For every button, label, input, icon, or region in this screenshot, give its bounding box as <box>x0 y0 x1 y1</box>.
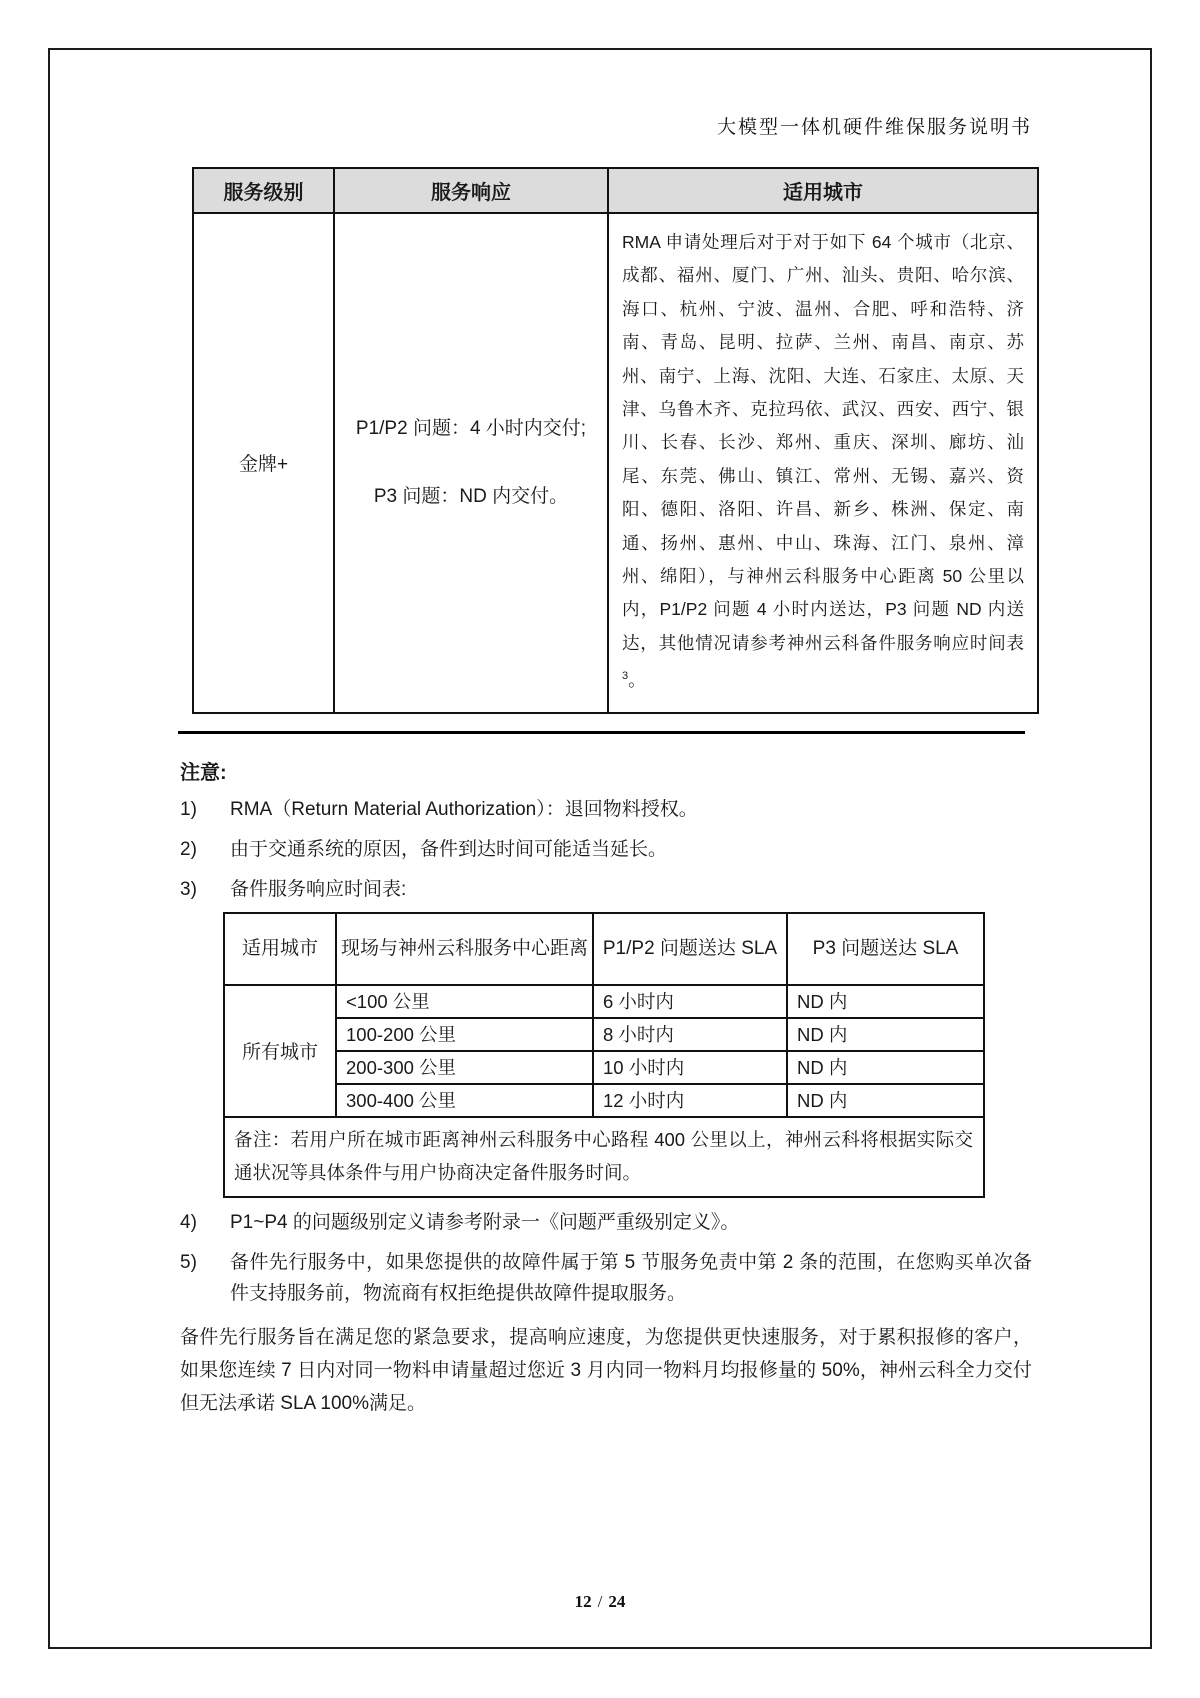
closing-paragraph: 备件先行服务旨在满足您的紧急要求，提高响应速度，为您提供更快速服务，对于累积报修的客户，如果您连续 7 日内对同一物料申请量超过您近 3 月内同一物料月均报修量的 50%，神州云科全力交付但无法承诺 SLA 100%满足。 <box>180 1326 1032 1414</box>
note-text: 备件先行服务中，如果您提供的故障件属于第 5 节服务免责中第 2 条的范围，在您购买单次备件支持服务前，物流商有权拒绝提供故障件提取服务。 <box>230 1251 1032 1304</box>
service-level-table <box>192 167 1039 714</box>
note-item-4 <box>180 1207 1032 1238</box>
header-applicable-cities: 适用城市 <box>608 168 1038 213</box>
note-number: 2) <box>180 838 197 860</box>
response-gap <box>349 446 593 480</box>
notes-title: 注意: <box>180 761 227 784</box>
note-item-2 <box>180 834 1032 865</box>
note-item-5 <box>180 1247 1032 1309</box>
page-number-current: 12 <box>574 1592 592 1611</box>
spare-table-row <box>224 1084 984 1117</box>
spare-table-row <box>224 1018 984 1051</box>
spare-table-row <box>224 1051 984 1084</box>
spare-table-remark: 备注：若用户所在城市距离神州云科服务中心路程 400 公里以上，神州云科将根据实际交通状况等具体条件与用户协商决定备件服务时间。 <box>224 1117 984 1197</box>
distance-cell: 100-200 公里 <box>336 1018 593 1051</box>
note-number: 4) <box>180 1211 197 1233</box>
note-number: 1) <box>180 798 197 820</box>
applicable-cities-cell <box>608 213 1038 713</box>
p12-sla-cell: 8 小时内 <box>593 1018 787 1051</box>
note-number: 3) <box>180 878 197 900</box>
spare-table-remark-row <box>224 1117 984 1197</box>
distance-cell: 300-400 公里 <box>336 1084 593 1117</box>
page-number-total: 24 <box>608 1592 626 1611</box>
section-divider-rule <box>178 731 1025 734</box>
note-item-1 <box>180 794 1032 825</box>
p12-sla-cell: 12 小时内 <box>593 1084 787 1117</box>
note-text: P1~P4 的问题级别定义请参考附录一《问题严重级别定义》。 <box>230 1211 740 1233</box>
cities-tail: 。 <box>628 670 646 691</box>
p3-sla-cell: ND 内 <box>787 1084 984 1117</box>
p12-sla-cell: 6 小时内 <box>593 985 787 1018</box>
note-text: RMA（Return Material Authorization）：退回物料授权。 <box>230 798 698 820</box>
p3-sla-cell: ND 内 <box>787 1018 984 1051</box>
header-service-response: 服务响应 <box>334 168 608 213</box>
cities-text: RMA 申请处理后对于对于如下 64 个城市（北京、成都、福州、厦门、广州、汕头、贵阳、哈尔滨、海口、杭州、宁波、温州、合肥、呼和浩特、济南、青岛、昆明、拉萨、兰州、南昌、南京、苏州、南宁、上海、沈阳、大连、石家庄、太原、天津、乌鲁木齐、克拉玛依、武汉、西安、西宁、银川、长春、长沙、郑州、重庆、深圳、廊坊、汕尾、东莞、佛山、镇江、常州、无锡、嘉兴、资阳、德阳、洛阳、许昌、新乡、株洲、保定、南通、扬州、惠州、中山、珠海、江门、泉州、漳州、绵阳），与神州云科服务中心距离 50 公里以内，P1/P2 问题 4 小时内送达，P3 问题 ND 内送达，其他情况请参考神州云科备件服务响应时间表 <box>622 232 1024 653</box>
note-item-3 <box>180 874 1032 905</box>
spare-header-distance: 现场与神州云科服务中心距离 <box>336 913 593 985</box>
page-content <box>180 112 1032 1698</box>
response-line-2: P3 问题：ND 内交付。 <box>373 485 569 507</box>
service-level-cell: 金牌+ <box>193 213 334 713</box>
spare-table-header-row <box>224 913 984 985</box>
service-table-row-gold-plus <box>193 213 1038 713</box>
page-number-separator: / <box>597 1592 603 1611</box>
footnote-ref-3: 3 <box>622 670 629 683</box>
distance-cell: 200-300 公里 <box>336 1051 593 1084</box>
document-title-header: 大模型一体机硬件维保服务说明书 <box>716 117 1032 138</box>
header-service-level: 服务级别 <box>193 168 334 213</box>
p3-sla-cell: ND 内 <box>787 1051 984 1084</box>
spare-parts-sla-table <box>223 912 985 1198</box>
note-number: 5) <box>180 1251 197 1273</box>
response-line-1: P1/P2 问题：4 小时内交付; <box>355 417 587 439</box>
spare-header-p12-sla: P1/P2 问题送达 SLA <box>593 913 787 985</box>
spare-header-p3-sla: P3 问题送达 SLA <box>787 913 984 985</box>
spare-table-row <box>224 985 984 1018</box>
spare-group-all-cities: 所有城市 <box>224 985 336 1117</box>
p12-sla-cell: 10 小时内 <box>593 1051 787 1084</box>
page-footer <box>0 1592 1200 1612</box>
page-border <box>48 48 1152 1649</box>
note-text: 备件服务响应时间表: <box>230 878 407 900</box>
service-response-cell <box>334 213 608 713</box>
distance-cell: <100 公里 <box>336 985 593 1018</box>
note-text: 由于交通系统的原因，备件到达时间可能适当延长。 <box>230 838 668 860</box>
p3-sla-cell: ND 内 <box>787 985 984 1018</box>
service-table-header-row <box>193 168 1038 213</box>
spare-header-city: 适用城市 <box>224 913 336 985</box>
